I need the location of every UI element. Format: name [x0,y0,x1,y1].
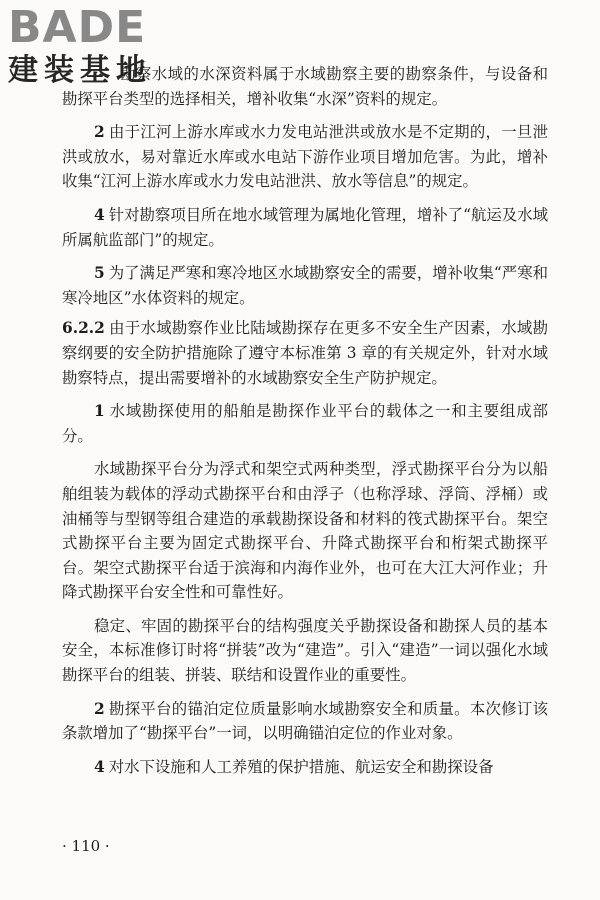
clause-number: 4 [94,205,105,224]
paragraph-text: 由于水域勘察作业比陆域勘探存在更多不安全生产因素，水域勘察纲要的安全防护措施除了遵守本标准第 3 章的有关规定外，针对水域勘察特点，提出需要增补的水域勘察安全生产防护规定。 [62,319,548,387]
paragraph-text: 勘探平台的锚泊定位质量影响水域勘察安全和质量。本次修订该条款增加了“勘探平台”一词，以明确锚泊定位的作业对象。 [62,699,548,743]
paragraph-text: 勘察水域的水深资料属于水域勘察主要的勘察条件，与设备和勘探平台类型的选择相关，增补收集“水深”资料的规定。 [62,65,548,108]
paragraph [62,120,548,194]
clause-number: 2 [94,123,105,142]
paragraph-text: 水域勘探平台分为浮式和架空式两种类型，浮式勘探平台分为以船舶组装为载体的浮动式勘探平台和由浮子（也称浮球、浮筒、浮桶）或油桶等与型钢等组合建造的承载勘探设备和材料的筏式勘探平台。架空式勘探平台主要为固定式勘探平台、升降式勘探平台和桁架式勘探平台。架空式勘探平台适于滨海和内海作业外，也可在大江大河作业；升降式勘探平台安全性和可靠性好。 [62,460,548,602]
paragraph [62,755,548,780]
paragraph-text: 稳定、牢固的勘探平台的结构强度关乎勘探设备和勘探人员的基本安全，本标准修订时将“拼装”改为“建造”。引入“建造”一词以强化水域勘探平台的组装、拼装、联结和设置作业的重要性。 [62,616,548,685]
paragraph [62,614,548,688]
paragraph-text: 对水下设施和人工养殖的保护措施、航运安全和勘探设备 [108,757,494,776]
section-number: 6.2.2 [62,319,105,338]
paragraph-text: 水域勘探使用的船舶是勘探作业平台的载体之一和主要组成部分。 [62,402,548,445]
logo-brand: BADE [8,2,147,53]
clause-number: 1 [94,402,105,421]
paragraph [62,399,548,448]
paragraph [62,62,548,111]
clause-number: 4 [94,757,105,776]
paragraph [62,697,548,746]
paragraph-text: 为了满足严寒和寒冷地区水域勘察安全的需要，增补收集“严寒和寒冷地区”水体资料的规定。 [62,264,548,307]
page-number: · 110 · [62,837,110,855]
clause-number: 5 [94,264,105,283]
section-paragraph [62,316,548,390]
paragraph [62,203,548,252]
paragraph-text: 针对勘察项目所在地水域管理为属地化管理，增补了“航运及水域所属航监部门”的规定。 [62,205,548,249]
logo-subtitle: 建装基地 [8,53,152,88]
clause-number: 2 [94,699,105,718]
paragraph [62,457,548,605]
document-body [62,62,548,788]
paragraph-text: 由于江河上游水库或水力发电站泄洪或放水是不定期的，一旦泄洪或放水，易对靠近水库或水电站下游作业项目增加危害。为此，增补收集“江河上游水库或水力发电站泄洪、放水等信息”的规定。 [62,123,548,191]
paragraph [62,261,548,310]
